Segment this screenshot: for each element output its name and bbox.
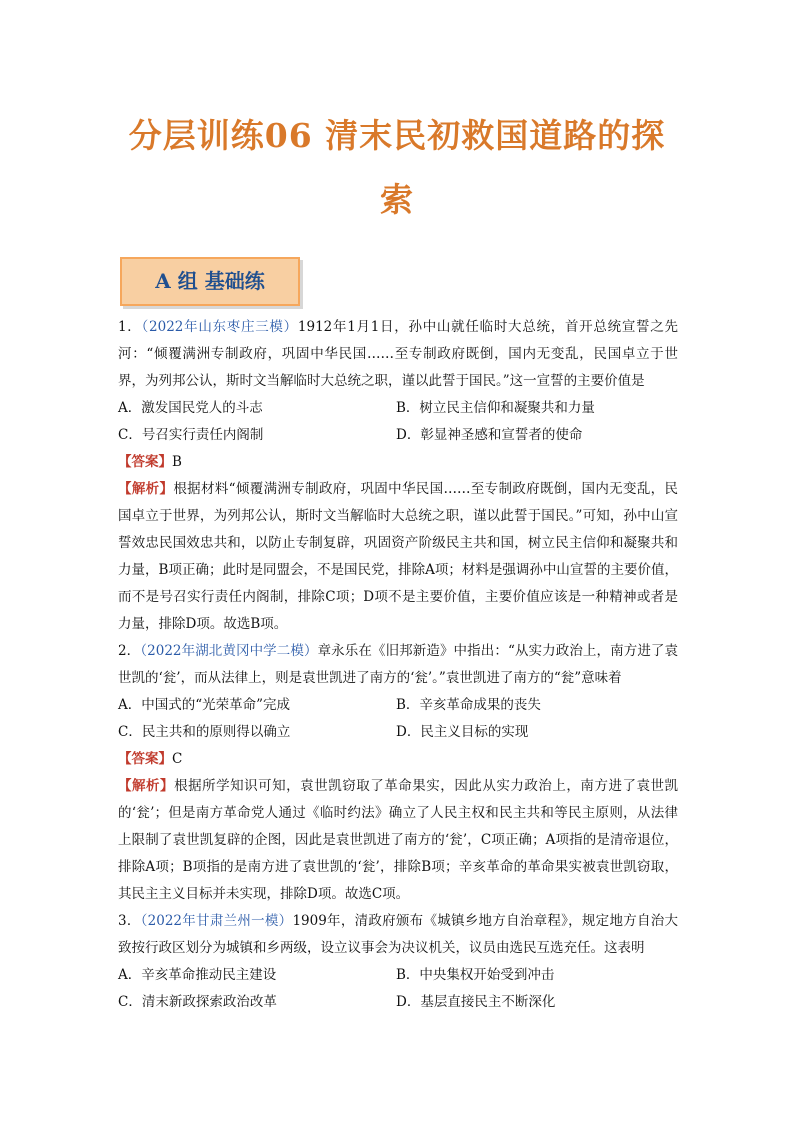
option-a: A．辛亥革命推动民主建设 bbox=[118, 967, 277, 983]
analysis-paragraph bbox=[118, 773, 678, 908]
page-title bbox=[110, 104, 684, 232]
option-c: C．清末新政探索政治改革 bbox=[118, 994, 277, 1010]
group-a-label: A 组 基础练 bbox=[120, 257, 300, 306]
answer-tag: 【答案】 bbox=[118, 454, 172, 470]
option-b: B．树立民主信仰和凝聚共和力量 bbox=[396, 400, 595, 416]
question-source: （2022年甘肃兰州一模） bbox=[140, 913, 293, 929]
question-source: （2022年湖北黄冈中学二模） bbox=[140, 643, 318, 659]
question-text: 1912年1月1日，孙中山就任临时大总统，首开总统宣誓之先河：“倾覆满洲专制政府，巩固中华民国……至专制政府既倒，国内无变乱，民国卓立于世界，为列邦公认，斯时文当解临时大总统之职，谨以此誓于国民。”这一宣誓的主要价值是 bbox=[118, 319, 678, 389]
question-number: 3． bbox=[118, 913, 141, 929]
option-a: A．中国式的“光荣革命”完成 bbox=[118, 697, 291, 713]
option-d: D．基层直接民主不断深化 bbox=[396, 994, 556, 1010]
option-d: D．彰显神圣感和宣誓者的使命 bbox=[396, 427, 583, 443]
question-stem bbox=[118, 638, 678, 692]
question-2 bbox=[118, 638, 678, 908]
answer-line bbox=[118, 449, 678, 476]
options-list bbox=[118, 962, 678, 1016]
question-source: （2022年山东枣庄三模） bbox=[141, 319, 298, 335]
question-stem bbox=[118, 314, 678, 395]
analysis-tag: 【解析】 bbox=[118, 778, 175, 794]
option-b: B．辛亥革命成果的丧失 bbox=[396, 697, 541, 713]
question-stem bbox=[118, 908, 678, 962]
question-1 bbox=[118, 314, 678, 638]
analysis-text: 根据材料“倾覆满洲专制政府，巩固中华民国……至专制政府既倒，国内无变乱，民国卓立于世界，为列邦公认，斯时文当解临时大总统之职，谨以此誓于国民。”可知，孙中山宣誓效忠民国效忠共和，以防止专制复辟，巩固资产阶级民主共和国，树立民主信仰和凝聚共和力量，B项正确；此时是同盟会，不是国民党，排除A项；材料是强调孙中山宣誓的主要价值，而不是号召实行责任内阁制，排除C项；D项不是主要价值，主要价值应该是一种精神或者是力量，排除D项。故选B项。 bbox=[118, 481, 678, 632]
analysis-tag: 【解析】 bbox=[118, 481, 174, 497]
question-3 bbox=[118, 908, 678, 1016]
question-text: 1909年，清政府颁布《城镇乡地方自治章程》，规定地方自治大致按行政区划分为城镇和乡两级，设立议事会为决议机关，议员由选民互选充任。这表明 bbox=[118, 913, 679, 956]
questions-content bbox=[118, 314, 678, 1016]
options-list bbox=[118, 692, 678, 746]
answer-value: B bbox=[172, 454, 182, 470]
option-d: D．民主义目标的实现 bbox=[396, 724, 529, 740]
answer-line bbox=[118, 746, 678, 773]
question-number: 1． bbox=[118, 319, 142, 335]
question-text: 章永乐在《旧邦新造》中指出：“从实力政治上，南方进了袁世凯的‘瓮’，而从法律上，则是袁世凯进了南方的‘瓮’。”袁世凯进了南方的“瓮”意味着 bbox=[118, 643, 679, 686]
page-title-line-1: 分层训练06 清末民初救国道路的探 bbox=[128, 116, 666, 155]
question-number: 2． bbox=[118, 643, 141, 659]
option-a: A．激发国民党人的斗志 bbox=[118, 400, 263, 416]
answer-tag: 【答案】 bbox=[118, 751, 172, 767]
option-c: C．民主共和的原则得以确立 bbox=[118, 724, 291, 740]
analysis-text: 根据所学知识可知，袁世凯窃取了革命果实，因此从实力政治上，南方进了袁世凯的‘瓮’；但是南方革命党人通过《临时约法》确立了人民主权和民主共和等民主原则，从法律上限制了袁世凯复辟的企图，因此是袁世凯进了南方的‘瓮’，C项正确；A项指的是清帝退位，排除A项；B项指的是南方进了袁世凯的‘瓮’，排除B项；辛亥革命的革命果实被袁世凯窃取，其民主主义目标并未实现，排除D项。故选C项。 bbox=[118, 778, 679, 902]
answer-value: C bbox=[172, 751, 183, 767]
page-title-line-2: 索 bbox=[380, 180, 414, 219]
analysis-paragraph bbox=[118, 476, 678, 638]
option-b: B．中央集权开始受到冲击 bbox=[396, 967, 555, 983]
option-c: C．号召实行责任内阁制 bbox=[118, 427, 264, 443]
options-list bbox=[118, 395, 678, 449]
